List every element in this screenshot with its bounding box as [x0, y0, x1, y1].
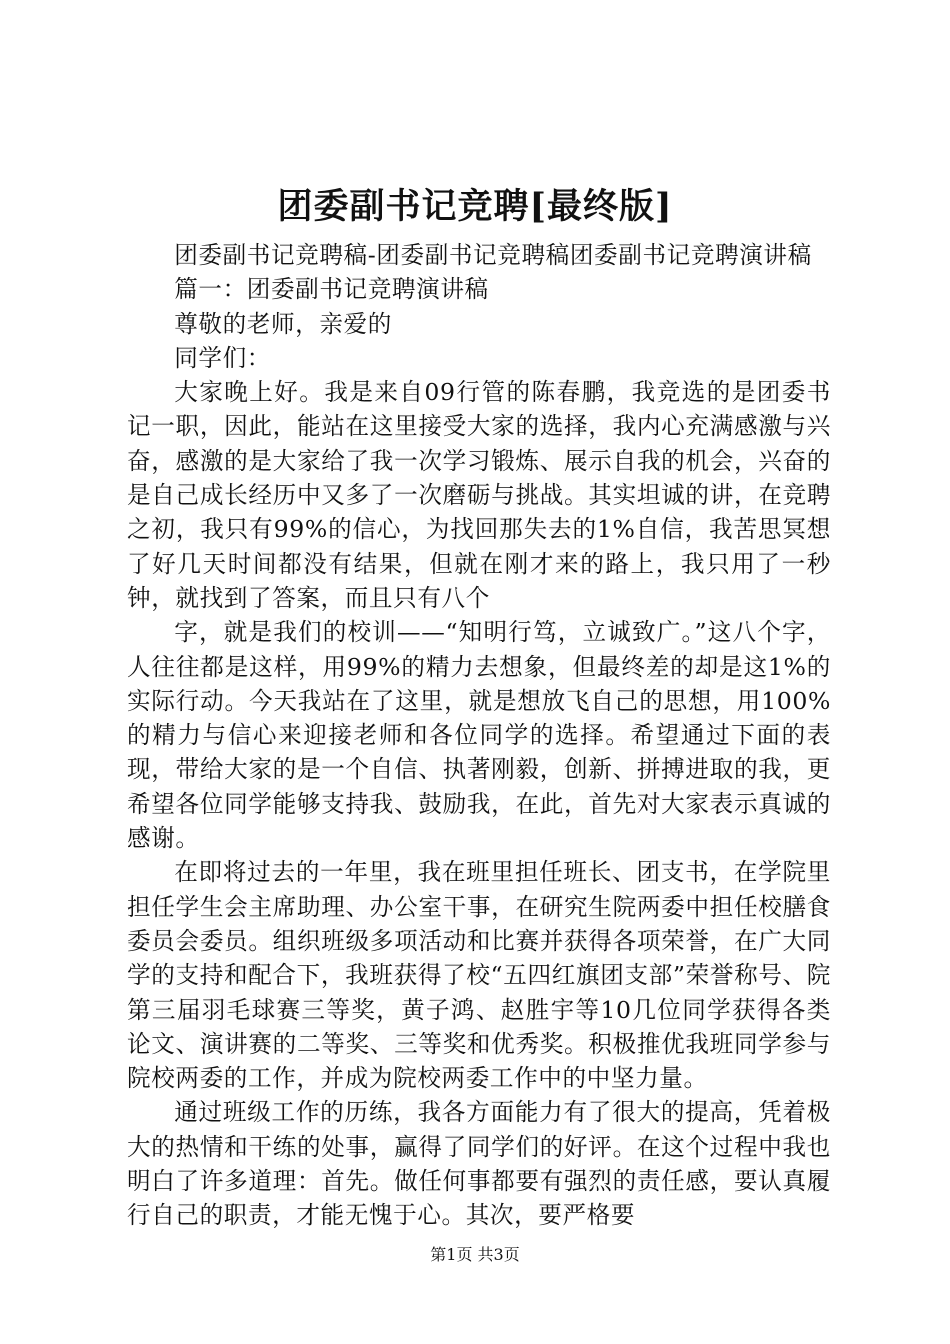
paragraph-section-heading: 篇一：团委副书记竞聘演讲稿: [174, 275, 489, 304]
paragraph-intro: 大家晚上好。我是来自09行管的陈春鹏，我竞选的是团委书记一职，因此，能站在这里接受大家的选择，我内心充满感激与兴奋，感激的是大家给了我一次学习锻炼、展示自我的机会，兴奋的是自己成长经历中又多了一次磨砺与挑战。其实坦诚的讲，在竞聘之初，我只有99%的信心，为找回那失去的1%自信，我苦思冥想了好几天时间都没有结果，但就在刚才来的路上，我只用了一秒钟，就找到了答案，而且只有八个: [127, 378, 831, 612]
paragraph-salutation: 尊敬的老师，亲爱的: [174, 309, 392, 338]
page-footer: 第1页 共3页: [430, 1245, 520, 1264]
document-title: 团委副书记竞聘[最终版]: [277, 186, 673, 227]
paragraph-motto: 字，就是我们的校训——“知明行笃，立诚致广。”这八个字，人往往都是这样，用99%的精力去想象，但最终差的却是这1%的实际行动。今天我站在了这里，就是想放飞自己的思想，用100%的精力与信心来迎接老师和各位同学的选择。希望通过下面的表现，带给大家的是一个自信、执著刚毅，创新、拼搏进取的我，更希望各位同学能够支持我、鼓励我，在此，首先对大家表示真诚的感谢。: [127, 618, 831, 853]
paragraph-experience: 在即将过去的一年里，我在班里担任班长、团支书，在学院里担任学生会主席助理、办公室干事，在研究生院两委中担任校膳食委员会委员。组织班级多项活动和比赛并获得各项荣誉，在广大同学的支持和配合下，我班获得了校“五四红旗团支部”荣誉称号、院第三届羽毛球赛三等奖，黄子鸿、赵胜宇等10几位同学获得各类论文、演讲赛的二等奖、三等奖和优秀奖。积极推优我班同学参与院校两委的工作，并成为院校两委工作中的中坚力量。: [127, 858, 831, 1093]
document-body: [127, 238, 831, 1233]
paragraph-reflection: 通过班级工作的历练，我各方面能力有了很大的提高，凭着极大的热情和干练的处事，赢得了同学们的好评。在这个过程中我也明白了许多道理：首先。做任何事都要有强烈的责任感，要认真履行自己的职责，才能无愧于心。其次，要严格要: [127, 1098, 831, 1230]
paragraph-subtitle: 团委副书记竞聘稿-团委副书记竞聘稿团委副书记竞聘演讲稿: [174, 241, 812, 269]
paragraph-salutation-cont: 同学们：: [174, 343, 271, 372]
